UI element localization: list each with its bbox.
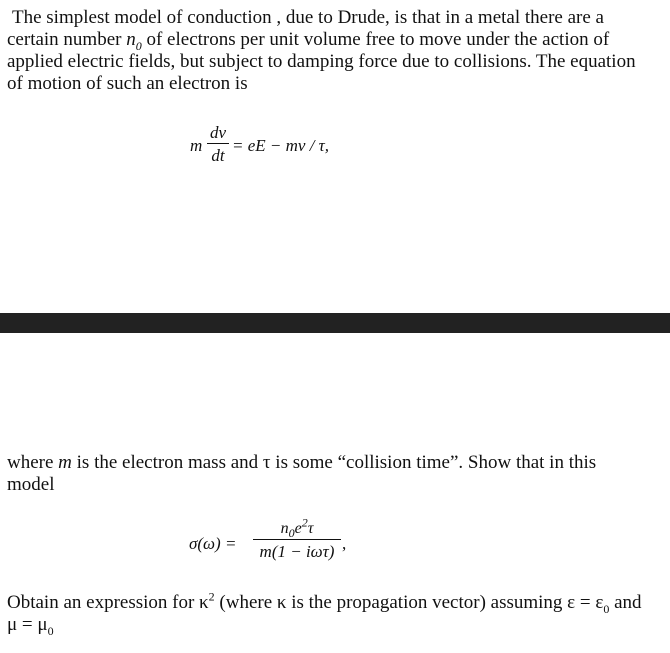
eq1-fraction bbox=[207, 124, 229, 165]
obtain-line-2-pre: μ = μ bbox=[7, 614, 48, 635]
where-line-1-pre: where bbox=[7, 452, 59, 473]
eq2-num-e: e bbox=[294, 520, 302, 537]
obtain-line-2 bbox=[7, 614, 667, 636]
eq2-num-tau: τ bbox=[307, 520, 314, 537]
eq2-lhs: σ(ω) = bbox=[189, 534, 237, 553]
eq2-denominator: m(1 − iωτ) bbox=[259, 542, 335, 561]
eq1-numerator: dv bbox=[209, 123, 227, 142]
n0-variable: n bbox=[126, 29, 136, 50]
obtain-line-1-post: (where κ is the propagation vector) assuming ε = ε bbox=[214, 592, 604, 613]
where-paragraph bbox=[7, 452, 657, 496]
conductivity-equation bbox=[189, 515, 379, 568]
eq2-fraction bbox=[253, 515, 341, 561]
eq2-comma: , bbox=[342, 534, 347, 553]
obtain-line-1-end: and bbox=[609, 592, 642, 613]
intro-line-4: of motion of such an electron is bbox=[7, 73, 248, 94]
epsilon0-sub: 0 bbox=[603, 601, 610, 616]
where-line-2: model bbox=[7, 474, 55, 495]
intro-line-1: The simplest model of conduction , due to Drude, is that in a metal there are a bbox=[12, 7, 604, 28]
intro-line-2-pre: certain number bbox=[7, 29, 127, 50]
eq1-rhs: = eE − mv / τ, bbox=[232, 136, 330, 155]
eq2-numerator bbox=[253, 515, 341, 541]
eq1-denominator: dt bbox=[211, 146, 225, 165]
n0-subscript: 0 bbox=[135, 38, 142, 53]
mu0-sub: 0 bbox=[47, 623, 54, 638]
intro-paragraph bbox=[7, 7, 667, 95]
obtain-paragraph bbox=[7, 589, 667, 638]
m-variable: m bbox=[58, 452, 72, 473]
intro-line-3: applied electric fields, but subject to damping force due to collisions. The equation bbox=[7, 51, 636, 72]
eq2-num-n: n bbox=[280, 520, 289, 537]
obtain-line-1 bbox=[7, 589, 667, 616]
intro-line-2 bbox=[7, 29, 667, 51]
eq1-mass: m bbox=[190, 136, 203, 155]
obtain-line-1-pre: Obtain an expression for κ bbox=[7, 592, 209, 613]
page-divider-band bbox=[0, 313, 670, 333]
eq2-num-sup: 2 bbox=[301, 515, 308, 530]
kappa-squared-sup: 2 bbox=[208, 589, 215, 604]
eq2-num-sub: 0 bbox=[288, 526, 295, 541]
where-line-1 bbox=[7, 452, 657, 474]
equation-of-motion bbox=[190, 124, 370, 168]
where-line-1-post: is the electron mass and τ is some “collision time”. Show that in this bbox=[71, 452, 597, 473]
intro-line-2-post: of electrons per unit volume free to move under the action of bbox=[141, 29, 610, 50]
